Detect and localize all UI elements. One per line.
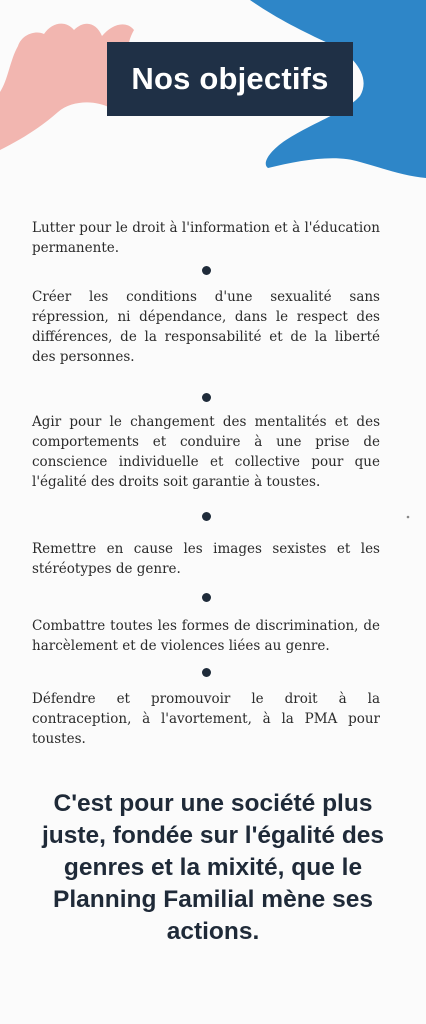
objectives-list bbox=[32, 218, 380, 749]
objective-item: Défendre et promouvoir le droit à la contraception, à l'avortement, à la PMA pour toustes. bbox=[32, 691, 380, 747]
objective-item: Agir pour le changement des mentalités et des comportements et conduire à une prise de conscience individuelle et collective pour que l'égalité des droits soit garantie à toustes. bbox=[32, 414, 380, 490]
print-speck-icon bbox=[405, 514, 411, 520]
objective-item: Combattre toutes les formes de discrimination, de harcèlement et de violences liées au genre. bbox=[32, 618, 380, 654]
objective-item: Remettre en cause les images sexistes et les stéréotypes de genre. bbox=[32, 541, 380, 577]
objective-item: Lutter pour le droit à l'information et à l'éducation permanente. bbox=[32, 220, 380, 256]
bullet-icon bbox=[202, 266, 211, 275]
objective-item: Créer les conditions d'une sexualité sans répression, ni dépendance, dans le respect des différences, de la responsabilité et de la liberté des personnes. bbox=[32, 289, 380, 365]
page-title: Nos objectifs bbox=[131, 61, 329, 96]
bullet-icon bbox=[202, 393, 211, 402]
bullet-icon bbox=[202, 593, 211, 602]
conclusion-statement: C'est pour une société plus juste, fondée sur l'égalité des genres et la mixité, que le Planning Familial mène ses actions. bbox=[41, 790, 385, 945]
title-box bbox=[107, 42, 353, 116]
bullet-icon bbox=[202, 512, 211, 521]
bullet-icon bbox=[202, 668, 211, 677]
